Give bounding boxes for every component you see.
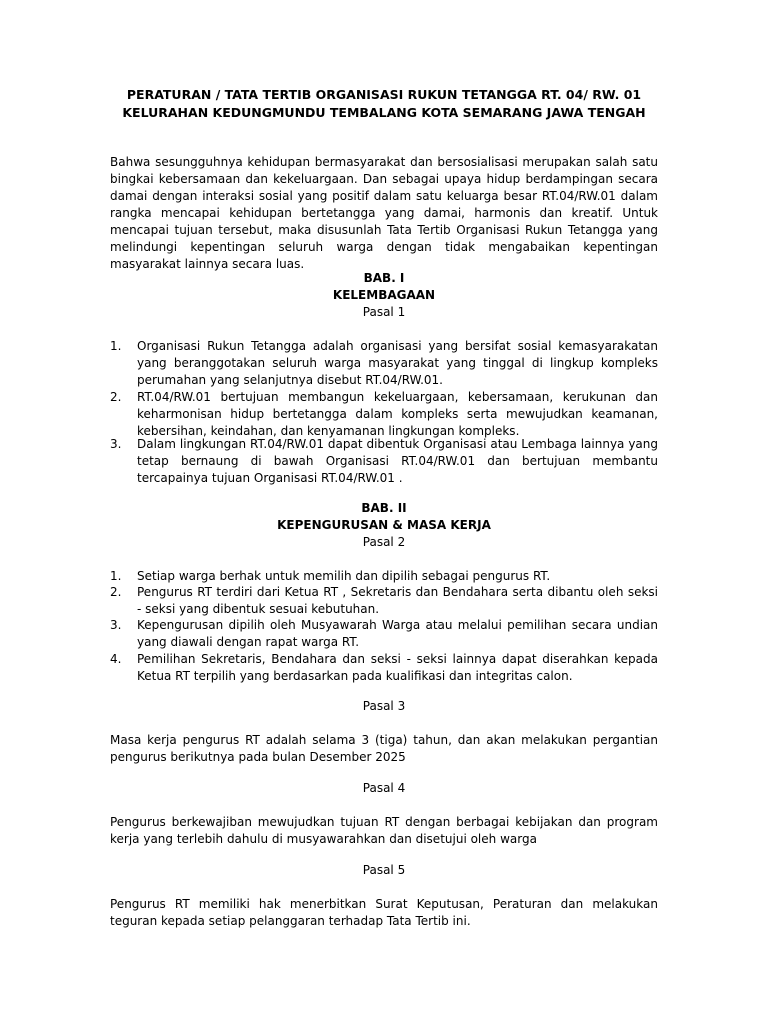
list-number: 1.: [110, 569, 122, 583]
list-number: 2.: [110, 390, 122, 404]
list-number: 4.: [110, 652, 122, 666]
preamble-paragraph: Bahwa sesungguhnya kehidupan bermasyarakat dan bersosialisasi merupakan salah satu bingkai kebersamaan dan kekeluargaan. Dan sebagai upaya hidup berdampingan secara damai dengan interaksi sosial yang positif dalam satu keluarga besar RT.04/RW.01 dalam rangka mencapai kehidupan bertetangga yang damai, harmonis dan kreatif. Untuk mencapai tujuan tersebut, maka disusunlah Tata Tertib Organisasi Rukun Tetangga yang melindungi kepentingan seluruh warga dengan tidak mengabaikan kepentingan masyarakat lainnya secara luas.: [110, 155, 658, 271]
list-number: 2.: [110, 585, 122, 599]
list-text: Organisasi Rukun Tetangga adalah organisasi yang bersifat sosial kemasyarakatan yang beranggotakan seluruh warga masyarakat yang tinggal di lingkup kompleks perumahan yang selanjutnya disebut RT.04/RW.01.: [137, 339, 658, 387]
pasal-2-label: Pasal 2: [362, 535, 406, 549]
pasal-4-text: Pengurus berkewajiban mewujudkan tujuan RT dengan berbagai kebijakan dan program kerja yang terlebih dahulu di musyawarahkan dan disetujui oleh warga: [110, 815, 658, 846]
document-title-line-2: KELURAHAN KEDUNGMUNDU TEMBALANG KOTA SEMARANG JAWA TENGAH: [122, 105, 646, 120]
list-text: Setiap warga berhak untuk memilih dan dipilih sebagai pengurus RT.: [137, 569, 551, 583]
bab-1-label: BAB. I: [363, 271, 405, 285]
pasal-4-label: Pasal 4: [362, 781, 406, 795]
pasal-3-text: Masa kerja pengurus RT adalah selama 3 (tiga) tahun, dan akan melakukan pergantian pengurus berikutnya pada bulan Desember 2025: [110, 733, 658, 764]
pasal-3-label: Pasal 3: [362, 699, 406, 713]
list-text: RT.04/RW.01 bertujuan membangun kekeluargaan, kebersamaan, kerukunan dan keharmonisan hidup bertetangga dalam kompleks serta mewujudkan keamanan, kebersihan, keindahan, dan kenyamanan lingkungan kompleks.: [137, 390, 658, 438]
list-text: Pengurus RT terdiri dari Ketua RT , Sekretaris dan Bendahara serta dibantu oleh seksi - seksi yang dibentuk sesuai kebutuhan.: [137, 585, 658, 616]
list-number: 3.: [110, 618, 122, 632]
bab-2-label: BAB. II: [361, 501, 407, 515]
bab-2-name: KEPENGURUSAN & MASA KERJA: [277, 518, 491, 532]
list-number: 3.: [110, 437, 122, 451]
list-text: Pemilihan Sekretaris, Bendahara dan seksi - seksi lainnya dapat diserahkan kepada Ketua RT terpilih yang berdasarkan pada kualifikasi dan integritas calon.: [137, 652, 658, 683]
document-title-line-1: PERATURAN / TATA TERTIB ORGANISASI RUKUN TETANGGA RT. 04/ RW. 01: [126, 87, 642, 102]
pasal-5-label: Pasal 5: [362, 863, 406, 877]
list-text: Kepengurusan dipilih oleh Musyawarah Warga atau melalui pemilihan secara undian yang diawali dengan rapat warga RT.: [137, 618, 658, 649]
pasal-1-label: Pasal 1: [362, 305, 406, 319]
list-number: 1.: [110, 339, 122, 353]
list-text: Dalam lingkungan RT.04/RW.01 dapat dibentuk Organisasi atau Lembaga lainnya yang tetap bernaung di bawah Organisasi RT.04/RW.01 dan bertujuan membantu tercapainya tujuan Organisasi RT.04/RW.01 .: [137, 437, 658, 485]
pasal-5-text: Pengurus RT memiliki hak menerbitkan Surat Keputusan, Peraturan dan melakukan teguran kepada setiap pelanggaran terhadap Tata Tertib ini.: [110, 897, 658, 928]
bab-1-name: KELEMBAGAAN: [332, 288, 436, 302]
